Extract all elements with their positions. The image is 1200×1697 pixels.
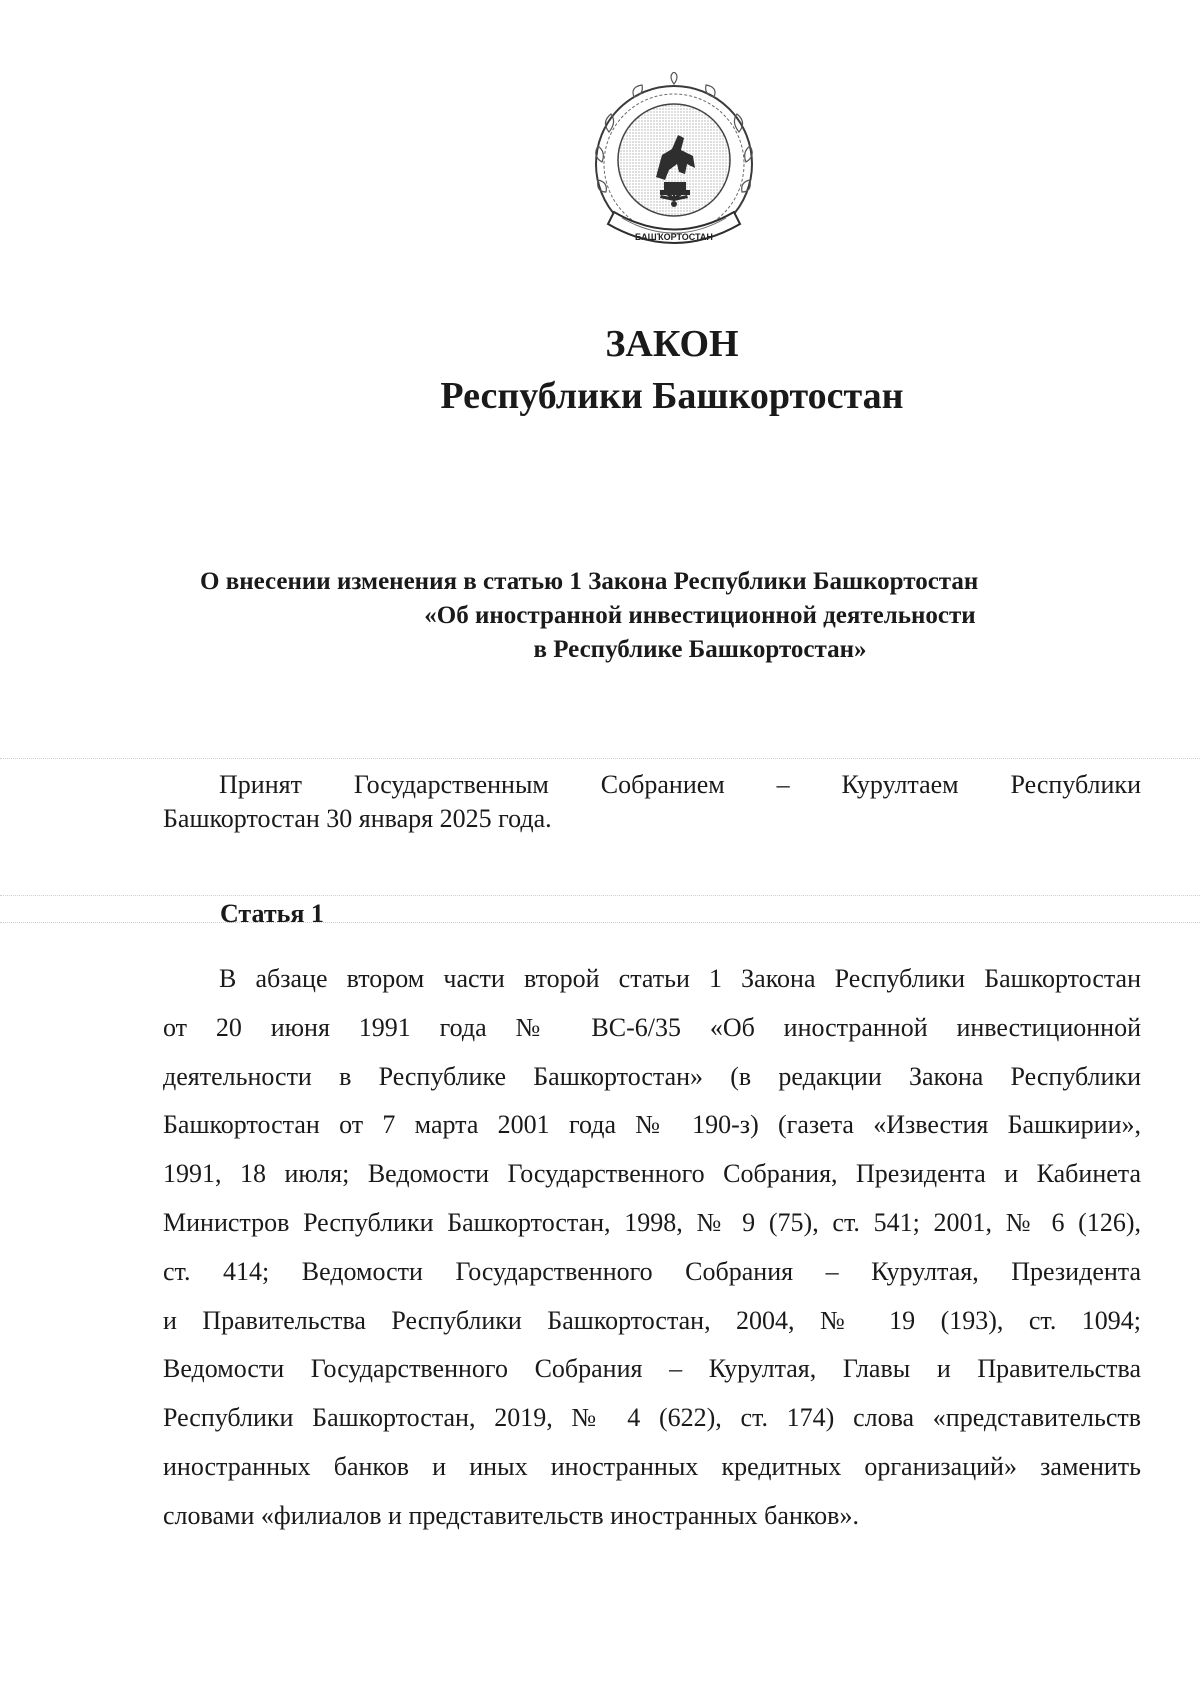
emblem-ribbon-text: БАШҠОРТОСТАН — [635, 232, 713, 242]
article-line: Ведомости Государственного Собрания – Курултая, Главы и Правительства — [163, 1354, 1141, 1384]
document-title: ЗАКОН — [605, 323, 739, 365]
adoption-statement — [163, 768, 1141, 836]
document-subtitle: Республики Башкортостан — [440, 375, 904, 417]
article-line: деятельности в Республике Башкортостан» (в редакции Закона Республики — [163, 1061, 1141, 1091]
adoption-line: Башкортостан 30 января 2025 года. — [163, 804, 552, 833]
heading-line: «Об иностранной инвестиционной деятельности — [424, 602, 976, 629]
adoption-word: Республики — [1010, 770, 1141, 799]
adoption-word: Государственным — [353, 770, 549, 799]
article-line: иностранных банков и иных иностранных кредитных организаций» заменить — [163, 1451, 1141, 1481]
adoption-word: Курултаем — [841, 770, 959, 799]
heading-line: в Республике Башкортостан» — [533, 636, 867, 663]
scan-artifact-line — [0, 895, 1200, 896]
article-line: В абзаце втором части второй статьи 1 Закона Республики Башкортостан — [219, 964, 1141, 993]
scan-artifact-line — [0, 922, 1200, 923]
adoption-word: Принят — [219, 770, 302, 799]
adoption-word: – — [776, 770, 790, 799]
heading-line: О внесении изменения в статью 1 Закона Республики Башкортостан — [200, 568, 979, 595]
article-line: словами «филиалов и представительств иностранных банков». — [163, 1500, 859, 1530]
article-line: от 20 июня 1991 года № ВС-6/35 «Об иностранной инвестиционной — [163, 1012, 1141, 1042]
article-line: 1991, 18 июля; Ведомости Государственного Собрания, Президента и Кабинета — [163, 1159, 1141, 1189]
article-body — [163, 955, 1141, 1541]
article-line: Республики Башкортостан, 2019, № 4 (622), ст. 174) слова «представительств — [163, 1403, 1141, 1433]
article-line: Министров Республики Башкортостан, 1998, № 9 (75), ст. 541; 2001, № 6 (126), — [163, 1207, 1141, 1237]
adoption-word: Собранием — [600, 770, 725, 799]
law-heading — [200, 565, 1200, 667]
article-line: Башкортостан от 7 марта 2001 года № 190-з) (газета «Известия Башкирии», — [163, 1110, 1141, 1140]
article-line: и Правительства Республики Башкортостан, 2004, № 19 (193), ст. 1094; — [163, 1305, 1141, 1335]
article-title: Статья 1 — [220, 899, 324, 928]
adoption-line — [163, 768, 1141, 802]
article-line: ст. 414; Ведомости Государственного Собрания – Курултая, Президента — [163, 1256, 1141, 1286]
coat-of-arms-emblem — [584, 72, 764, 262]
scan-artifact-line — [0, 758, 1200, 759]
